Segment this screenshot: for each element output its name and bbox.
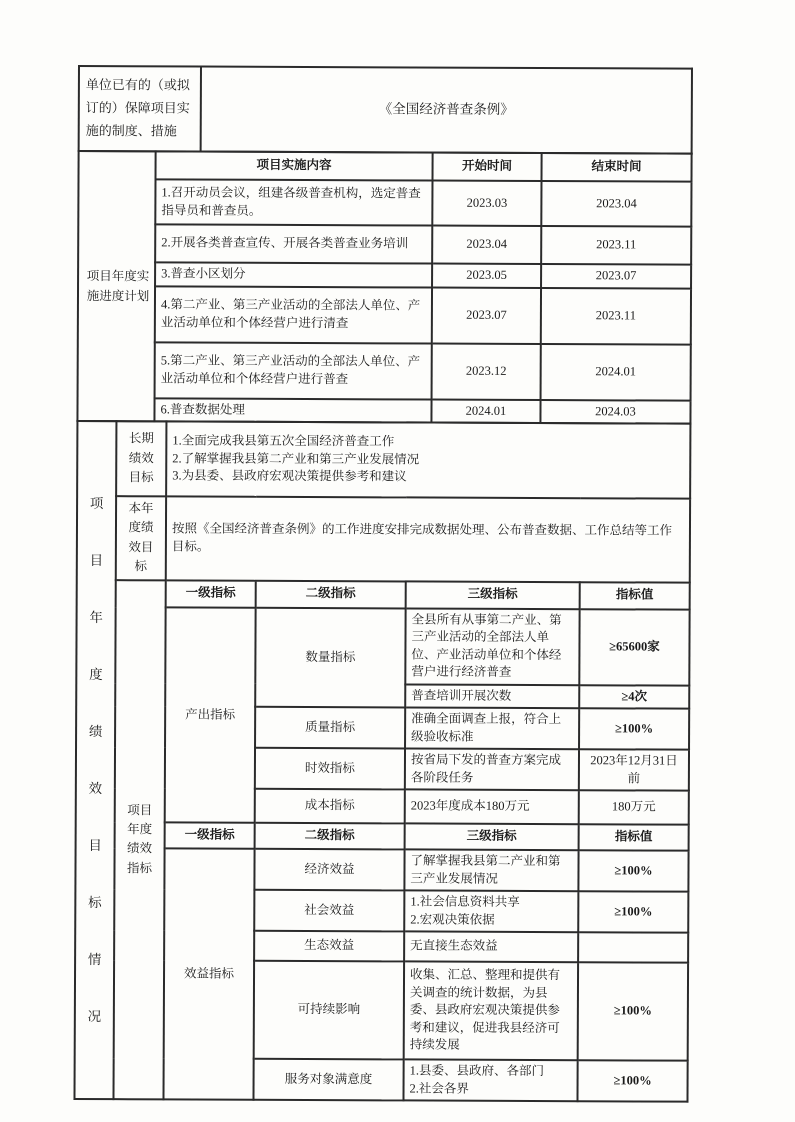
ecological-benefit-level2: 生态效益: [254, 931, 404, 962]
indicators-label: [113, 580, 165, 1100]
schedule-row-content: 5.第二产业、第三产业活动的全部法人单位、产业活动单位和个体经营户进行普查: [155, 342, 432, 399]
timeliness-indicator-level3: 按省局下发的普查方案完成各阶段任务: [405, 748, 579, 790]
indicator-header2-level3: 三级指标: [405, 823, 579, 850]
output-indicator-level1: 产出指标: [165, 607, 256, 823]
economic-benefit-level2: 经济效益: [254, 849, 404, 891]
performance-section-label: [74, 421, 116, 1099]
schedule-row-content: 2.开展各类普查宣传、开展各类普查业务培训: [155, 224, 432, 263]
schedule-row-end: 2024.03: [540, 400, 690, 424]
longterm-goal-content: 1.全面完成我县第五次全国经济普查工作 2.了解掌握我县第二产业和第三产业发展情况 3.为县委、县政府宏观决策提供参考和建议: [166, 421, 690, 498]
schedule-header-end: 结束时间: [541, 153, 691, 182]
schedule-row-content: 1.召开动员会议，组建各级普查机构，选定普查指导员和普查员。: [155, 179, 432, 225]
schedule-row-start: 2023.04: [432, 226, 541, 264]
indicator-header-level2: 二级指标: [256, 580, 406, 608]
quantity-indicator-level2: 数量指标: [255, 607, 405, 707]
sustainability-level3: 收集、汇总、整理和提供有关调查的统计数据，为县委、县政府宏观决策提供参考和建议，促进我县经济可持续发展: [404, 961, 578, 1060]
performance-section-label-text: 项目年度绩效目标情况: [87, 496, 104, 1025]
quality-indicator-value: ≥100%: [579, 708, 689, 749]
project-performance-form: [73, 65, 691, 1103]
sustainability-level2: 可持续影响: [254, 961, 404, 1060]
quality-indicator-level2: 质量指标: [255, 707, 405, 749]
schedule-label: [77, 151, 155, 421]
satisfaction-level3: 1.县委、县政府、各部门 2.社会各界: [403, 1059, 577, 1101]
schedule-row-end: 2023.04: [541, 181, 691, 227]
indicator-header-value: 指标值: [580, 582, 690, 609]
schedule-row-start: 2023.03: [432, 181, 541, 226]
quantity-indicator-value: ≥4次: [579, 685, 689, 709]
social-benefit-level3: 1.社会信息资料共享 2.宏观决策依据: [404, 890, 578, 932]
schedule-row-content: 4.第二产业、第三产业活动的全部法人单位、产业活动单位和个体经营户进行清查: [155, 286, 432, 343]
sustainability-value: ≥100%: [578, 962, 688, 1060]
satisfaction-value: ≥100%: [577, 1060, 687, 1101]
schedule-row-start: 2023.12: [432, 343, 541, 399]
cost-indicator-value: 180万元: [579, 790, 689, 824]
schedule-header-start: 开始时间: [432, 153, 541, 181]
timeliness-indicator-level2: 时效指标: [255, 748, 405, 790]
annual-goal-label-text: 本年度绩效目标: [128, 501, 154, 574]
economic-benefit-level3: 了解掌握我县第二产业和第三产业发展情况: [404, 849, 578, 891]
longterm-goal-label-text: 长期绩效目标: [128, 431, 154, 485]
schedule-row-content: 6.普查数据处理: [154, 398, 431, 423]
indicator-header2-level2: 二级指标: [255, 823, 405, 850]
benefit-indicator-level1: 效益指标: [163, 848, 254, 1099]
schedule-row-start: 2023.05: [432, 264, 541, 288]
ecological-benefit-level3: 无直接生态效益: [404, 931, 578, 962]
quantity-indicator-value: ≥65600家: [579, 609, 689, 685]
cost-indicator-level2: 成本指标: [255, 789, 405, 824]
social-benefit-value: ≥100%: [578, 891, 688, 932]
social-benefit-level2: 社会效益: [254, 890, 404, 932]
schedule-row-end: 2023.11: [541, 226, 691, 265]
quantity-indicator-level3: 全县所有从事第二产业、第三产业活动的全部法人单位、产业活动单位和个体经营户进行经济普查: [405, 608, 579, 685]
schedule-row-end: 2023.07: [541, 264, 691, 288]
annual-goal-label: [116, 496, 166, 580]
indicator-header-level1: 一级指标: [166, 580, 256, 607]
quality-indicator-level3: 准确全面调查上报，符合上级验收标准: [405, 707, 579, 749]
schedule-header-content: 项目实施内容: [156, 151, 433, 180]
indicator-header2-level1: 一级指标: [165, 822, 255, 848]
schedule-label-text: 项目年度实施进度计划: [86, 269, 150, 304]
schedule-row-start: 2024.01: [431, 399, 540, 423]
satisfaction-level2: 服务对象满意度: [253, 1059, 403, 1101]
indicator-header2-value: 指标值: [579, 824, 689, 850]
schedule-row-start: 2023.07: [432, 287, 541, 343]
performance-table: [73, 420, 691, 1103]
indicators-label-text: 项目年度绩效指标: [126, 802, 153, 875]
institution-value: 《全国经济普查条例》: [201, 67, 692, 154]
institution-table: [78, 65, 693, 155]
schedule-row-end: 2024.01: [541, 344, 691, 401]
cost-indicator-level3: 2023年度成本180万元: [405, 789, 579, 824]
economic-benefit-value: ≥100%: [578, 850, 688, 891]
institution-label: 单位已有的（或拟订的）保障项目实施的制度、措施: [79, 66, 201, 152]
timeliness-indicator-value: 2023年12月31日前: [579, 749, 689, 790]
ecological-benefit-value: [578, 932, 688, 962]
schedule-row-content: 3.普查小区划分: [155, 262, 432, 287]
quantity-indicator-level3: 普查培训开展次数: [405, 684, 579, 708]
indicator-header-level3: 三级指标: [406, 581, 580, 609]
schedule-row-end: 2023.11: [541, 288, 691, 345]
longterm-goal-label: [116, 421, 166, 496]
schedule-table: [76, 150, 692, 425]
annual-goal-content: 按照《全国经济普查条例》的工作进度安排完成数据处理、公布普查数据、工作总结等工作目标。: [166, 496, 690, 582]
